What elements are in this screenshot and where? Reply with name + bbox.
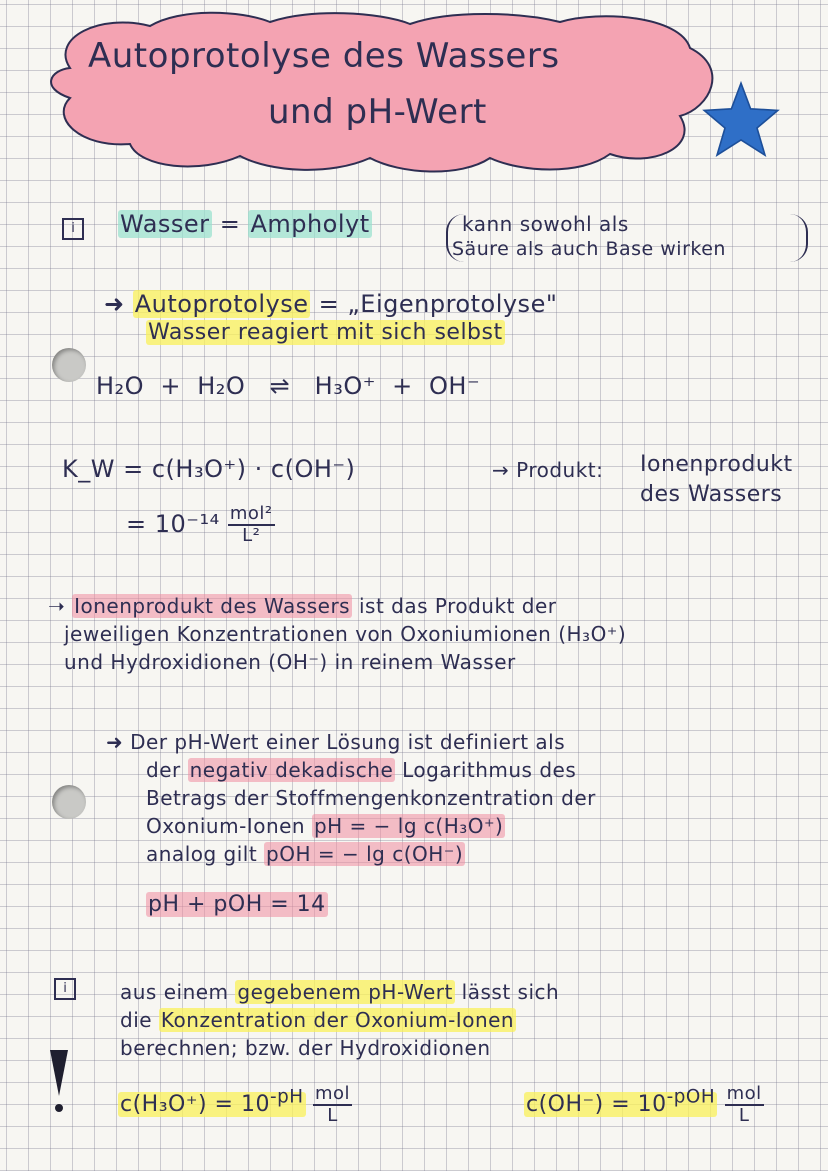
formula2-unit-den: L bbox=[738, 1104, 750, 1126]
negativ-dekadisch-term: negativ dekadische bbox=[189, 758, 394, 782]
section3-line1-c: lässt sich bbox=[454, 980, 560, 1004]
poh-formula: pOH = − lg c(OH⁻) bbox=[266, 842, 464, 866]
kw-product-arrow: → Produkt: bbox=[492, 458, 604, 482]
equilibrium-arrow-icon: ⇌ bbox=[269, 372, 291, 400]
definition1-line3: und Hydroxidionen (OH⁻) in reinem Wasser bbox=[64, 650, 516, 674]
kw-value-line bbox=[126, 504, 275, 546]
section3-line1-a: aus einem bbox=[120, 980, 236, 1004]
definition2-line2-c: Logarithmus des bbox=[395, 758, 577, 782]
section3-line1 bbox=[120, 980, 559, 1004]
section3-line2 bbox=[120, 1008, 516, 1032]
kw-unit bbox=[228, 504, 275, 546]
eigenprotolyse-term: „Eigenprotolyse" bbox=[347, 290, 558, 318]
konzentration-term: Konzentration der Oxonium-Ionen bbox=[160, 1008, 515, 1032]
formula1-unit-den: L bbox=[327, 1104, 338, 1126]
ampholyt-note-line1: kann sowohl als bbox=[462, 212, 629, 236]
kw-label: K_W bbox=[62, 455, 115, 483]
title-cloud bbox=[40, 8, 720, 173]
arrow-right-icon: ➝ bbox=[48, 594, 66, 618]
formula2-text: c(OH⁻) = 10 bbox=[526, 1091, 667, 1117]
oxonium-formula bbox=[118, 1084, 352, 1126]
definition1-line1 bbox=[48, 594, 556, 618]
definition1-line1-rest: ist das Produkt der bbox=[352, 594, 557, 618]
section3-line2-a: die bbox=[120, 1008, 159, 1032]
formula1-unit bbox=[313, 1084, 352, 1126]
arrow-right-icon: ➜ bbox=[104, 290, 125, 318]
wasser-term: Wasser bbox=[120, 210, 210, 238]
formula1-unit-num: mol bbox=[315, 1083, 351, 1104]
exclamation-icon bbox=[50, 1050, 68, 1096]
formula2-exponent: -pOH bbox=[666, 1086, 716, 1108]
definition2-line1-text: Der pH-Wert einer Lösung ist definiert als bbox=[130, 730, 566, 754]
exclamation-dot bbox=[55, 1104, 63, 1112]
kw-product-line1: Ionenprodukt bbox=[640, 452, 793, 477]
ionenprodukt-term: Ionenprodukt des Wassers bbox=[74, 594, 351, 618]
autoprotolyse-term: Autoprotolyse bbox=[134, 290, 309, 318]
reactant-2: H₂O bbox=[197, 372, 246, 400]
product-2: OH⁻ bbox=[429, 372, 481, 400]
definition2-line5 bbox=[146, 842, 465, 866]
product-1: H₃O⁺ bbox=[314, 372, 376, 400]
info-box-icon: i bbox=[54, 978, 76, 1000]
kw-product-line2: des Wassers bbox=[640, 482, 783, 507]
section3-line3: berechnen; bzw. der Hydroxidionen bbox=[120, 1036, 491, 1060]
autoprotolyse-desc-text: Wasser reagiert mit sich selbst bbox=[148, 320, 503, 345]
equals-sign: = bbox=[219, 210, 241, 238]
hydroxid-formula bbox=[524, 1084, 764, 1126]
kw-expression: = c(H₃O⁺) · c(OH⁻) bbox=[123, 455, 356, 483]
hydroxid-formula-base bbox=[524, 1086, 717, 1117]
plus-sign: + bbox=[392, 372, 413, 400]
definition2-line6 bbox=[146, 892, 328, 917]
star-icon bbox=[700, 80, 782, 160]
ph-poh-sum: pH + pOH = 14 bbox=[148, 892, 326, 917]
punch-hole-bottom bbox=[52, 785, 86, 819]
equals-sign: = bbox=[318, 290, 340, 318]
ampholyt-note-line2: Säure als auch Base wirken bbox=[452, 238, 726, 260]
formula1-text: c(H₃O⁺) = 10 bbox=[120, 1091, 270, 1117]
kw-line bbox=[62, 455, 355, 483]
definition2-line2 bbox=[146, 758, 576, 782]
oxonium-formula-base bbox=[118, 1086, 306, 1117]
definition1-line2: jeweiligen Konzentrationen von Oxoniumionen (H₃O⁺) bbox=[64, 622, 627, 646]
definition2-line2-a: der bbox=[146, 758, 188, 782]
kw-unit-num: mol² bbox=[229, 503, 273, 524]
kw-unit-den: L² bbox=[242, 524, 261, 546]
definition2-line4 bbox=[146, 814, 505, 838]
formula2-unit-num: mol bbox=[726, 1083, 762, 1104]
info-box-icon: i bbox=[62, 218, 84, 240]
arrow-right-icon: ➜ bbox=[106, 730, 124, 754]
formula2-unit bbox=[725, 1084, 764, 1126]
wasser-ampholyt-line bbox=[118, 210, 372, 238]
equals-sign: = bbox=[126, 509, 147, 538]
reaction-equation bbox=[96, 372, 480, 400]
autoprotolyse-line bbox=[104, 290, 557, 318]
reactant-1: H₂O bbox=[96, 372, 145, 400]
ph-formula: pH = − lg c(H₃O⁺) bbox=[313, 814, 504, 838]
definition2-line5-a: analog gilt bbox=[146, 842, 265, 866]
plus-sign: + bbox=[160, 372, 181, 400]
gegebenem-ph-term: gegebenem pH-Wert bbox=[237, 980, 453, 1004]
punch-hole-top bbox=[52, 348, 86, 382]
page-title-line1: Autoprotolyse des Wassers bbox=[88, 36, 560, 76]
autoprotolyse-desc bbox=[146, 320, 505, 345]
kw-value: 10⁻¹⁴ bbox=[154, 509, 220, 538]
formula1-exponent: -pH bbox=[269, 1086, 304, 1108]
definition2-line4-a: Oxonium-Ionen bbox=[146, 814, 312, 838]
ampholyt-term: Ampholyt bbox=[250, 210, 370, 238]
page-title-line2: und pH-Wert bbox=[268, 92, 487, 132]
definition2-line1 bbox=[106, 730, 565, 754]
definition2-line3: Betrags der Stoffmengenkonzentration der bbox=[146, 786, 596, 810]
